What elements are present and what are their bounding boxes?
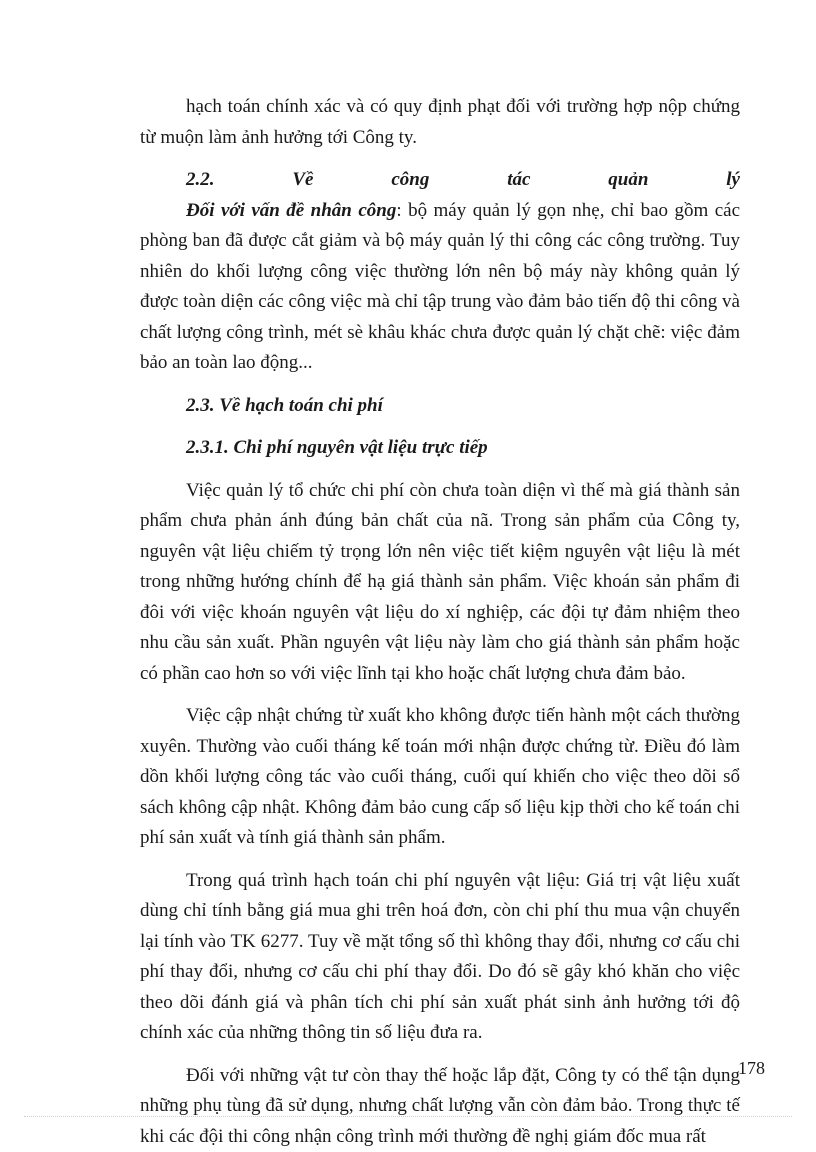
body-text [140, 92, 740, 1152]
paragraph-labor-lead: Đối với vấn đề nhân công [186, 200, 396, 221]
paragraph-labor-text: : bộ máy quản lý gọn nhẹ, chỉ bao gồm các phòng ban đã được cắt giảm và bộ máy quản lý thi công các công trường. Tuy nhiên do khối lượng công việc thường lớn nên bộ máy này không quản lý được toàn diện các công việc mà chỉ tập trung vào đảm bảo tiến độ thi công và chất lượng công trình, mét sè khâu khác chưa được quản lý chặt chẽ: việc đảm bảo an toàn lao động... [140, 200, 740, 374]
heading-2-2-word: quản [608, 165, 648, 196]
heading-2-3: 2.3. Về hạch toán chi phí [140, 391, 740, 422]
footer-divider [24, 1116, 792, 1117]
paragraph-supplies: Đối với những vật tư còn thay thế hoặc lắp đặt, Công ty có thể tận dụng những phụ tùng đã sử dụng, nhưng chất lượng vẫn còn đảm bảo. Trong thực tế khi các đội thi công nhận công trình mới thường đề nghị giám đốc mua rất [140, 1061, 740, 1152]
heading-2-2-word: công [391, 165, 429, 196]
paragraph-continuation: hạch toán chính xác và có quy định phạt đối với trường hợp nộp chứng từ muộn làm ảnh hưởng tới Công ty. [140, 92, 740, 153]
heading-2-2-word: lý [726, 165, 740, 196]
paragraph-document-update: Việc cập nhật chứng từ xuất kho không được tiến hành một cách thường xuyên. Thường vào cuối tháng kế toán mới nhận được chứng từ. Điều đó làm dồn khối lượng công tác vào cuối tháng, cuối quí khiến cho việc theo dõi sổ sách không cập nhật. Không đảm bảo cung cấp số liệu kịp thời cho kế toán chi phí sản xuất và tính giá thành sản phẩm. [140, 701, 740, 854]
heading-2-2-number: 2.2. [186, 165, 215, 196]
heading-2-3-1: 2.3.1. Chi phí nguyên vật liệu trực tiếp [140, 433, 740, 464]
heading-2-2-word: tác [507, 165, 530, 196]
paragraph-material-cost: Việc quản lý tổ chức chi phí còn chưa toàn diện vì thế mà giá thành sản phẩm chưa phản ánh đúng bản chất của nã. Trong sản phẩm của Công ty, nguyên vật liệu chiếm tỷ trọng lớn nên việc tiết kiệm nguyên vật liệu là mét trong những hướng chính để hạ giá thành sản phẩm. Việc khoán sản phẩm đi đôi với việc khoán nguyên vật liệu do xí nghiệp, các đội tự đảm nhiệm theo nhu cầu sản xuất. Phần nguyên vật liệu này làm cho giá thành sản phẩm hoặc có phần cao hơn so với việc lĩnh tại kho hoặc chất lượng chưa đảm bảo. [140, 476, 740, 690]
page-number: 178 [738, 1058, 765, 1079]
heading-2-2 [140, 165, 740, 196]
heading-2-2-word: Về [292, 165, 313, 196]
paragraph-accounting-process: Trong quá trình hạch toán chi phí nguyên vật liệu: Giá trị vật liệu xuất dùng chỉ tính bằng giá mua ghi trên hoá đơn, còn chi phí thu mua vận chuyển lại tính vào TK 6277. Tuy về mặt tổng số thì không thay đổi, nhưng cơ cấu chi phí thay đổi, nhưng cơ cấu chi phí thay đổi. Do đó sẽ gây khó khăn cho việc theo dõi đánh giá và phân tích chi phí sản xuất phát sinh ảnh hưởng tới độ chính xác của những thông tin số liệu đưa ra. [140, 866, 740, 1049]
paragraph-labor [140, 196, 740, 379]
